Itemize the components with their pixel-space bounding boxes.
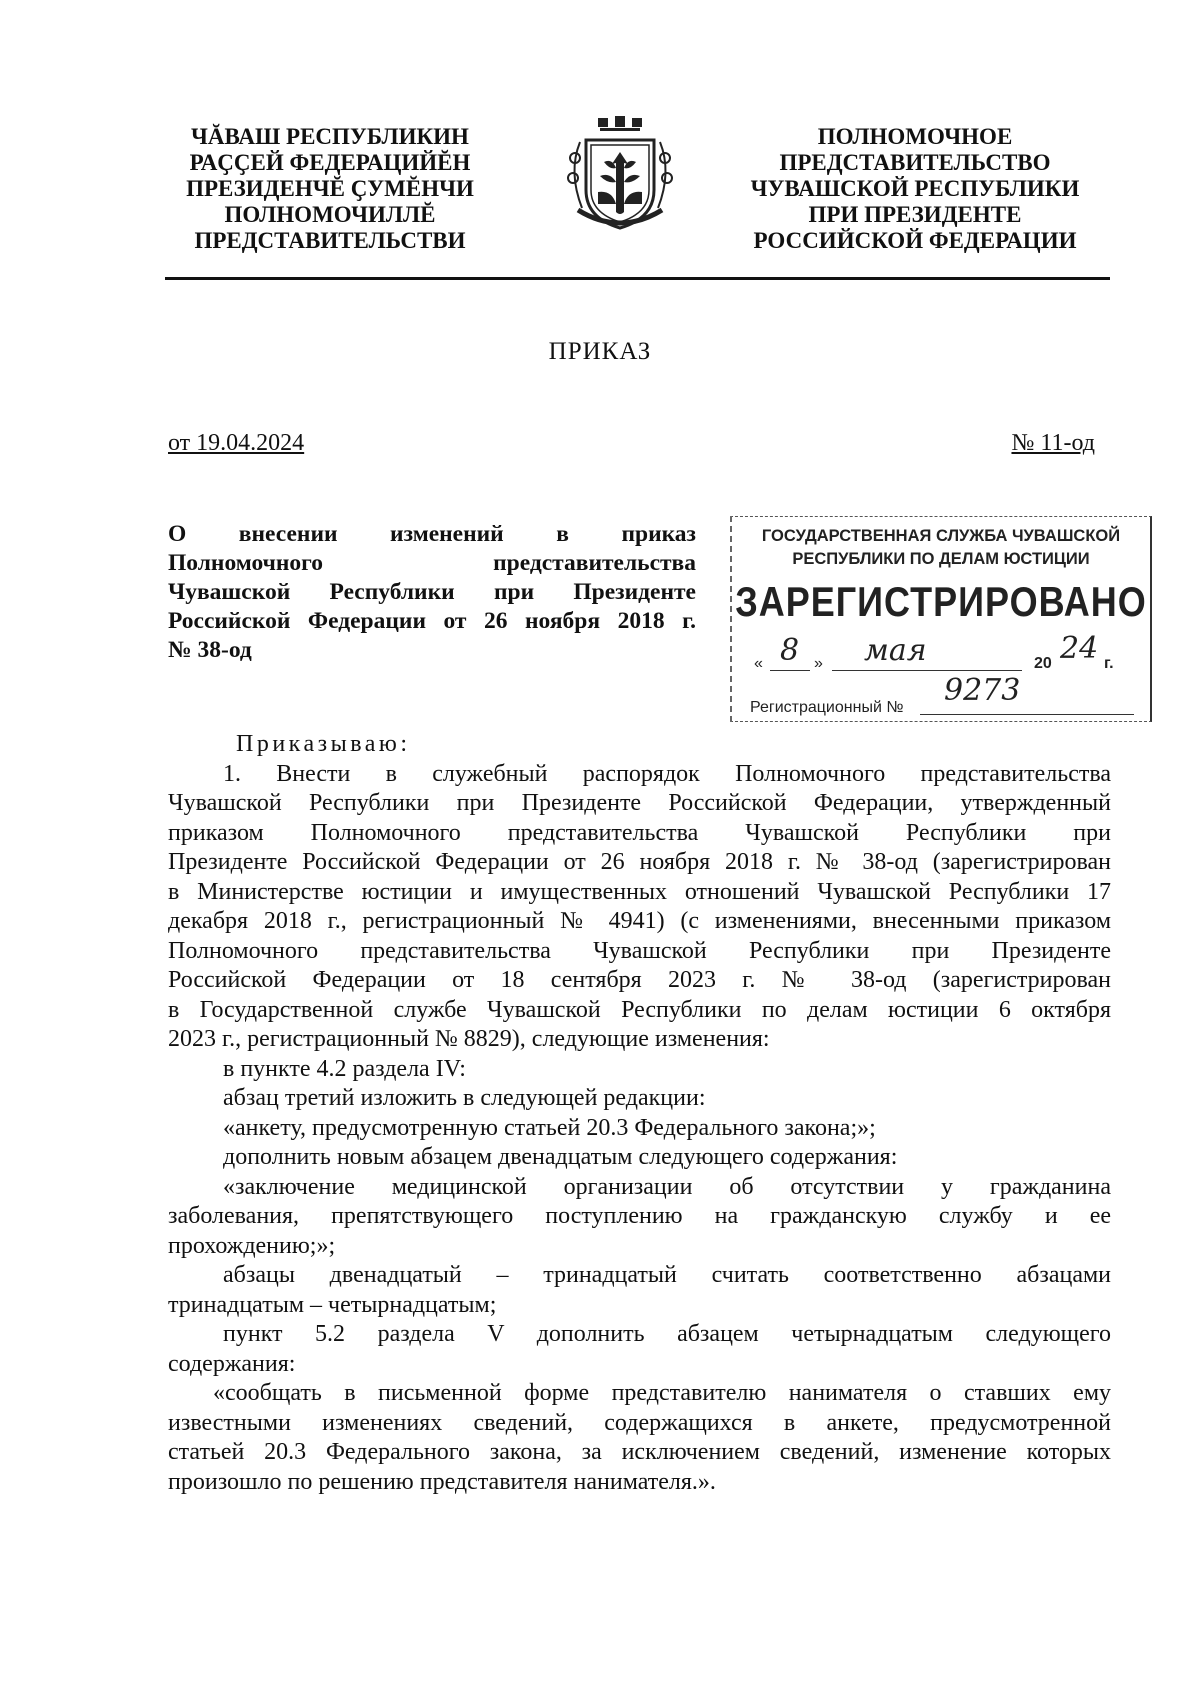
- document-date: от 19.04.2024: [168, 430, 305, 456]
- registration-stamp: [730, 516, 1152, 722]
- subject-line: О внесении изменений в приказ: [168, 521, 696, 547]
- body-line: пункт 5.2 раздела V дополнить абзацем четырнадцатым следующего: [223, 1321, 1111, 1347]
- stamp-quote-close: »: [814, 655, 823, 672]
- header-chuvash: [160, 124, 500, 254]
- body-line: в Министерстве юстиции и имущественных отношений Чувашской Республики 17: [168, 878, 1111, 905]
- stamp-month-underline: [832, 670, 1022, 671]
- header-right-line: ПОЛНОМОЧНОЕ: [817, 124, 1013, 149]
- header-left-line: ЧĂВАШ РЕСПУБЛИКИН: [191, 124, 469, 149]
- subject-line: Полномочного представительства: [168, 550, 696, 576]
- body-line: тринадцатым – четырнадцатым;: [168, 1291, 497, 1318]
- body-line: декабря 2018 г., регистрационный № 4941) (с изменениями, внесенными приказом: [168, 908, 1111, 934]
- header-left-line: РАҪҪЕЙ ФЕДЕРАЦИЙĔН: [189, 150, 471, 175]
- stamp-year-prefix: 20: [1034, 655, 1052, 672]
- document-title: ПРИКАЗ: [548, 338, 652, 365]
- body-line: статьей 20.3 Федерального закона, за исключением сведений, изменение которых: [168, 1439, 1111, 1465]
- header-left-line: ПРЕЗИДЕНЧĔ ҪУМĔНЧИ: [186, 176, 474, 201]
- stamp-organization: [732, 525, 1150, 571]
- body-line: Полномочного представительства Чувашской Республики при Президенте: [168, 937, 1111, 964]
- body-line: заболевания, препятствующего поступлению на гражданскую службу и ее: [168, 1203, 1111, 1229]
- stamp-reg-line: [744, 673, 1144, 717]
- body-line: 2023 г., регистрационный № 8829), следующие изменения:: [168, 1026, 770, 1052]
- header-right-line: ПРЕДСТАВИТЕЛЬСТВО: [779, 150, 1051, 175]
- body-line: абзац третий изложить в следующей редакции:: [223, 1085, 706, 1111]
- stamp-reg-label: Регистрационный №: [750, 699, 904, 716]
- body-line: в Государственной службе Чувашской Республики по делам юстиции 6 октября: [168, 996, 1111, 1023]
- body-line: произошло по решению представителя нанимателя.».: [168, 1468, 716, 1495]
- body-line: «анкету, предусмотренную статьей 20.3 Федерального закона;»;: [223, 1114, 876, 1141]
- body-line: дополнить новым абзацем двенадцатым следующего содержания:: [223, 1144, 898, 1170]
- subject-line: Чувашской Республики при Президенте: [168, 579, 696, 605]
- body-line: 1. Внести в служебный распорядок Полномочного представительства: [223, 760, 1111, 787]
- header-left-line: ПОЛНОМОЧИЛЛĔ: [224, 202, 436, 227]
- body-line: Президенте Российской Федерации от 26 ноября 2018 г. № 38-од (зарегистрирован: [168, 849, 1111, 875]
- body-line: содержания:: [168, 1350, 296, 1377]
- body-line: Чувашской Республики при Президенте Российской Федерации, утвержденный: [168, 790, 1111, 816]
- body-line: «заключение медицинской организации об отсутствии у гражданина: [223, 1173, 1111, 1200]
- body-line: приказом Полномочного представительства Чувашской Республики при: [168, 819, 1111, 846]
- stamp-org-line: ГОСУДАРСТВЕННАЯ СЛУЖБА ЧУВАШСКОЙ: [761, 527, 1121, 545]
- stamp-date-line: [744, 631, 1144, 673]
- body-line: абзацы двенадцатый – тринадцатый считать соответственно абзацами: [223, 1262, 1111, 1288]
- header-divider: [165, 277, 1110, 280]
- subject-line: № 38-од: [168, 637, 252, 663]
- stamp-month: мая: [864, 633, 927, 668]
- body-line: известными изменениях сведений, содержащихся в анкете, предусмотренной: [168, 1409, 1111, 1436]
- stamp-registered: ЗАРЕГИСТРИРОВАНО: [735, 577, 1147, 625]
- subject-line: Российской Федерации от 26 ноября 2018 г.: [168, 608, 696, 634]
- header-left-line: ПРЕДСТАВИТЕЛЬСТВИ: [194, 228, 466, 253]
- stamp-year-g: г.: [1104, 655, 1114, 672]
- stamp-day-underline: [770, 670, 810, 671]
- header-right-line: ПРИ ПРЕЗИДЕНТЕ: [808, 202, 1022, 227]
- body-line: Приказываю:: [236, 731, 411, 757]
- body-line: в пункте 4.2 раздела IV:: [223, 1055, 466, 1082]
- document-body: [168, 730, 1111, 1497]
- body-line: прохождению;»;: [168, 1232, 336, 1259]
- body-line: «сообщать в письменной форме представителю нанимателя о ставших ему: [213, 1380, 1111, 1406]
- stamp-day: 8: [780, 633, 800, 668]
- header-right-line: РОССИЙСКОЙ ФЕДЕРАЦИИ: [753, 228, 1077, 253]
- header-right-line: ЧУВАШСКОЙ РЕСПУБЛИКИ: [750, 176, 1080, 201]
- stamp-year-suffix: 24: [1060, 631, 1099, 666]
- body-line: Российской Федерации от 18 сентября 2023 г. № 38-од (зарегистрирован: [168, 967, 1111, 993]
- stamp-reg-number: 9273: [944, 673, 1021, 708]
- stamp-org-line: РЕСПУБЛИКИ ПО ДЕЛАМ ЮСТИЦИИ: [792, 550, 1090, 568]
- stamp-reg-underline: [920, 714, 1134, 715]
- header-russian: [740, 124, 1090, 254]
- chuvash-coat-of-arms-icon: [560, 112, 680, 236]
- document-number: № 11-од: [1011, 430, 1095, 456]
- document-subject: [168, 520, 696, 665]
- stamp-quote-open: «: [754, 655, 763, 672]
